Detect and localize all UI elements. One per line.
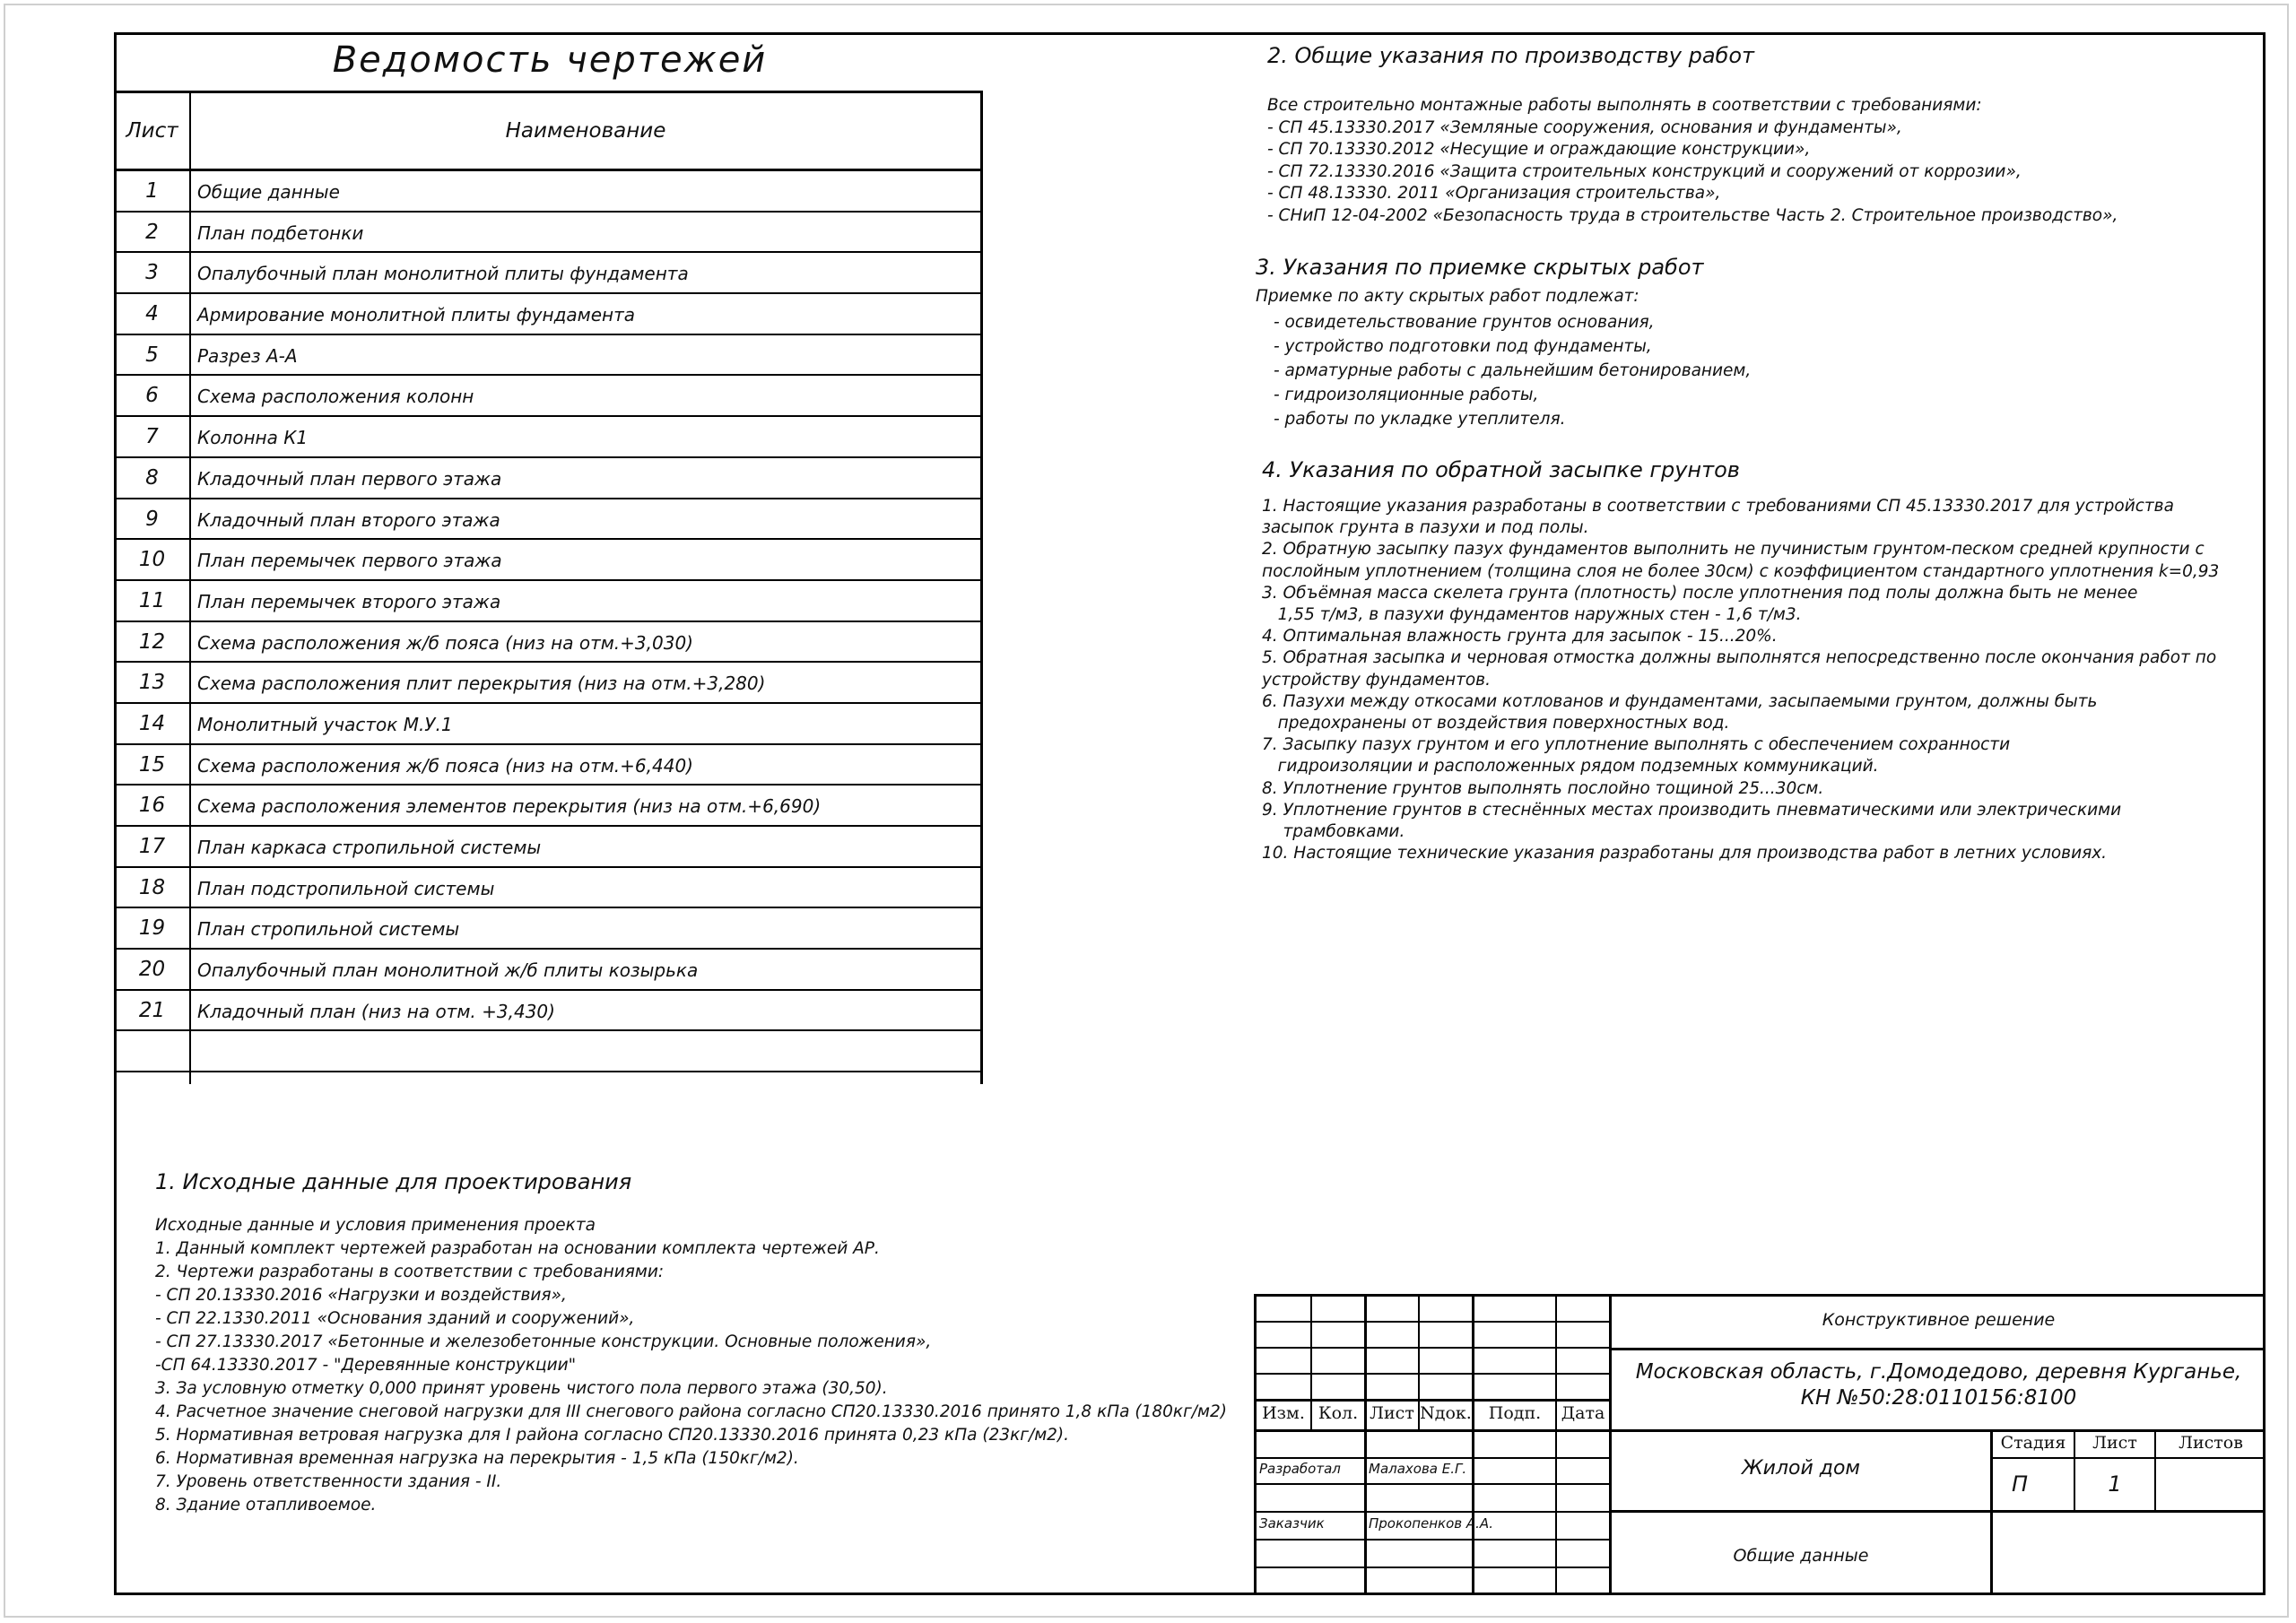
tb-line: [1990, 1429, 1993, 1595]
text-line: - СП 48.13330. 2011 «Организация строительства»,: [1267, 184, 1721, 203]
tb-razrabotal-label: Разработал: [1259, 1461, 1341, 1477]
register-row: [115, 499, 980, 541]
section3-intro: Приемке по акту скрытых работ подлежат:: [1256, 287, 1639, 306]
text-line: - СП 72.13330.2016 «Защита строительных конструкций и сооружений от коррозии»,: [1267, 161, 2022, 181]
register-row-name: Схема расположения колонн: [197, 386, 474, 408]
register-row: [115, 171, 980, 213]
text-line: - устройство подготовки под фундаменты,: [1274, 337, 1652, 356]
register-row-number: 20: [138, 958, 166, 982]
text-line: 4. Расчетное значение снеговой нагрузки для III снегового района согласно СП20.13330.2016 принято 1,8 кПа (180кг/м2): [155, 1402, 1227, 1421]
register-header: [115, 93, 980, 171]
register-row-name: Кладочный план первого этажа: [197, 467, 502, 490]
register-row-number: 6: [145, 384, 159, 408]
register-row: [115, 950, 980, 991]
section3-heading: 3. Указания по приемке скрытых работ: [1256, 255, 1704, 280]
register-row-name: План стропильной системы: [197, 918, 460, 941]
register-row-number: 13: [138, 671, 166, 695]
register-row: [115, 581, 980, 622]
section2-heading: 2. Общие указания по производству работ: [1267, 43, 1754, 68]
tb-stage-label: Стадия: [2000, 1433, 2066, 1453]
text-line: 8. Здание отапливоемое.: [155, 1496, 377, 1515]
text-line: засыпок грунта в пазухи и под полы.: [1262, 518, 1589, 538]
tb-top-line: [1254, 1294, 2266, 1297]
register-row-name: Кладочный план (низ на отм. +3,430): [197, 1000, 555, 1022]
text-line: 1,55 т/м3, в пазухи фундаментов наружных стен - 1,6 т/м3.: [1262, 605, 1802, 625]
text-line: гидроизоляции и расположенных рядом подземных коммуникаций.: [1262, 757, 1879, 777]
text-line: -СП 64.13330.2017 - "Деревянные конструкции": [155, 1356, 577, 1375]
register-row-number: 3: [145, 261, 159, 285]
tb-zakazchik-label: Заказчик: [1259, 1515, 1325, 1532]
register-row: [115, 540, 980, 581]
section1-heading: 1. Исходные данные для проектирования: [155, 1169, 632, 1194]
text-line: послойным уплотнением (толщина слоя не более 30см) с коэффициентом стандартного уплотнения k=0,93: [1262, 561, 2220, 581]
register-row-name: План каркаса стропильной системы: [197, 837, 542, 858]
register-row-number: 10: [138, 548, 166, 572]
register-row-name: Опалубочный план монолитной плиты фундамента: [197, 263, 689, 285]
text-line: - СП 22.1330.2011 «Основания зданий и сооружений»,: [155, 1309, 635, 1328]
register-row-number: 16: [138, 794, 166, 818]
register-row: [115, 1031, 980, 1072]
register-row: [115, 785, 980, 827]
register-row-name: Армирование монолитной плиты фундамента: [197, 304, 636, 326]
register-row-number: 18: [138, 875, 166, 899]
register-row-name: План перемычек первого этажа: [197, 550, 502, 572]
register-row: [115, 991, 980, 1032]
text-line: 2. Чертежи разработаны в соответствии с требованиями:: [155, 1263, 665, 1281]
tb-line: [1991, 1457, 2266, 1459]
register-row-name: План перемычек второго этажа: [197, 590, 501, 612]
register-row: [115, 213, 980, 254]
text-line: 3. Объёмная масса скелета грунта (плотность) после уплотнения под полы должна быть не менее: [1262, 583, 2138, 603]
register-header-sheet: Лист: [126, 119, 178, 143]
register-row: [115, 868, 980, 909]
section4-heading: 4. Указания по обратной засыпке грунтов: [1262, 457, 1740, 482]
register-row-number: 1: [145, 179, 159, 203]
tb-sheets-label: Листов: [2179, 1433, 2243, 1453]
tb-sheet-value: 1: [2108, 1471, 2122, 1497]
register-row-number: 19: [138, 916, 166, 941]
register-row-name: Монолитный участок М.У.1: [197, 713, 453, 735]
tb-line: [1610, 1510, 2266, 1513]
tb-sheet-label: Лист: [2092, 1433, 2137, 1453]
tb-header-list: Лист: [1370, 1403, 1414, 1423]
register-row: [115, 908, 980, 950]
text-line: 5. Нормативная ветровая нагрузка для I района согласно СП20.13330.2016 принята 0,23 кПа (23кг/м2).: [155, 1426, 1070, 1445]
text-line: предохранены от воздействия поверхностных вод.: [1262, 714, 1730, 733]
register-title: Ведомость чертежей: [332, 39, 768, 81]
register-row: [115, 376, 980, 417]
register-row-name: Схема расположения ж/б пояса (низ на отм.+3,030): [197, 631, 693, 654]
register-header-name: Наименование: [505, 119, 666, 143]
section4-text: [1262, 496, 2219, 864]
tb-header-data: Дата: [1561, 1403, 1605, 1423]
text-line: - СП 70.13330.2012 «Несущие и ограждающие конструкции»,: [1267, 140, 1811, 159]
register-row-number: 9: [145, 507, 159, 531]
register-row-name: Схема расположения плит перекрытия (низ на отм.+3,280): [197, 673, 766, 695]
text-line: 2. Обратную засыпку пазух фундаментов выполнить не пучинистым грунтом-песком средней крупности с: [1262, 540, 2205, 560]
register-row-name: Схема расположения ж/б пояса (низ на отм.+6,440): [197, 754, 693, 777]
register-row-number: 14: [138, 711, 166, 735]
tb-header-kol: Кол.: [1318, 1403, 1359, 1423]
register-row-number: 12: [138, 629, 166, 654]
tb-header-izm: Изм.: [1262, 1403, 1305, 1423]
tb-line: [1254, 1429, 2266, 1432]
tb-header-podp: Подп.: [1488, 1403, 1542, 1423]
register-table: [115, 91, 983, 1084]
tb-line: [1364, 1294, 1367, 1595]
register-row: [115, 745, 980, 786]
text-line: Исходные данные и условия применения проекта: [155, 1216, 596, 1235]
tb-zakazchik-name: Прокопенков А.А.: [1369, 1515, 1493, 1532]
register-row-number: 8: [145, 465, 159, 490]
text-line: 5. Обратная засыпка и черновая отмостка должны выполнятся непосредственно после окончания работ по: [1262, 648, 2217, 668]
tb-header-ndok: Nдок.: [1420, 1403, 1472, 1423]
text-line: - СП 27.13330.2017 «Бетонные и железобетонные конструкции. Основные положения»,: [155, 1332, 932, 1351]
text-line: трамбовками.: [1262, 822, 1405, 842]
text-line: - СНиП 12-04-2002 «Безопасность труда в строительстве Часть 2. Строительное производство»,: [1267, 205, 2118, 225]
text-line: Все строительно монтажные работы выполнять в соответствии с требованиями:: [1267, 96, 1982, 115]
tb-line: [1555, 1294, 1557, 1595]
text-line: - работы по укладке утеплителя.: [1274, 410, 1566, 429]
text-line: устройству фундаментов.: [1262, 670, 1491, 690]
tb-line: [1472, 1294, 1474, 1595]
tb-address-line1: Московская область, г.Домодедово, деревня Курганье,: [1635, 1360, 2242, 1384]
tb-stage-value: П: [2011, 1471, 2029, 1497]
register-row: [115, 704, 980, 745]
register-row-name: Опалубочный план монолитной ж/б плиты козырька: [197, 959, 699, 982]
title-block: [1254, 1294, 2266, 1595]
register-row: [115, 827, 980, 868]
register-row-name: Кладочный план второго этажа: [197, 508, 500, 531]
register-row: [115, 663, 980, 704]
text-line: - СП 45.13330.2017 «Земляные сооружения, основания и фундаменты»,: [1267, 117, 1902, 137]
register-row: [115, 458, 980, 499]
register-row-name: Колонна К1: [197, 427, 309, 449]
text-line: - арматурные работы с дальнейшим бетонированием,: [1274, 361, 1752, 380]
text-line: 4. Оптимальная влажность грунта для засыпок - 15...20%.: [1262, 627, 1778, 647]
register-row-name: Общие данные: [197, 181, 340, 203]
tb-sheet-title: Общие данные: [1733, 1546, 1869, 1566]
text-line: 7. Засыпку пазух грунтом и его уплотнение выполнять с обеспечением сохранности: [1262, 735, 2011, 755]
tb-project-type: Конструктивное решение: [1822, 1310, 2056, 1330]
register-row-number: 21: [138, 998, 166, 1022]
register-row-name: План подбетонки: [197, 221, 364, 244]
register-row-number: 17: [138, 835, 166, 858]
tb-object: Жилой дом: [1741, 1457, 1861, 1480]
register-row-name: План подстропильной системы: [197, 877, 495, 899]
text-line: 8. Уплотнение грунтов выполнять послойно тощиной 25...30см.: [1262, 778, 1824, 798]
register-row: [115, 417, 980, 458]
text-line: - гидроизоляционные работы,: [1274, 386, 1539, 404]
register-row-number: 7: [145, 425, 159, 449]
register-row: [115, 335, 980, 377]
register-row-number: 11: [138, 588, 166, 612]
register-rows: [115, 171, 980, 1072]
register-row: [115, 253, 980, 294]
tb-line: [1610, 1348, 2266, 1350]
section2-text: [1267, 95, 2118, 227]
section3-text: [1274, 310, 1751, 431]
text-line: 10. Настоящие технические указания разработаны для производства работ в летних условиях.: [1262, 844, 2108, 864]
text-line: 3. За условную отметку 0,000 принят уровень чистого пола первого этажа (30,50).: [155, 1379, 888, 1398]
register-row-name: Разрез А-А: [197, 344, 298, 367]
section1-text: [155, 1214, 1227, 1517]
text-line: 6. Нормативная временная нагрузка на перекрытия - 1,5 кПа (150кг/м2).: [155, 1449, 799, 1468]
register-row-number: 2: [145, 220, 159, 244]
text-line: 7. Уровень ответственности здания - II.: [155, 1472, 502, 1491]
register-row-number: 5: [145, 343, 159, 367]
text-line: 9. Уплотнение грунтов в стеснённых местах производить пневматическими или электрическими: [1262, 800, 2122, 820]
register-row: [115, 294, 980, 335]
register-row-number: 4: [145, 302, 159, 326]
tb-address-line2: КН №50:28:0110156:8100: [1800, 1386, 2077, 1410]
text-line: - СП 20.13330.2016 «Нагрузки и воздействия»,: [155, 1286, 567, 1305]
tb-left-line: [1254, 1294, 1257, 1595]
register-row-number: [115, 1031, 189, 1071]
text-line: 1. Данный комплект чертежей разработан на основании комплекта чертежей АР.: [155, 1239, 880, 1258]
tb-razrabotal-name: Малахова Е.Г.: [1369, 1461, 1467, 1477]
text-line: 6. Пазухи между откосами котлованов и фундаментами, засыпаемыми грунтом, должны быть: [1262, 691, 2098, 711]
register-row-number: 15: [138, 752, 166, 777]
text-line: - освидетельствование грунтов основания,: [1274, 313, 1655, 332]
register-row-name: Схема расположения элементов перекрытия (низ на отм.+6,690): [197, 795, 822, 818]
text-line: 1. Настоящие указания разработаны в соответствии с требованиями СП 45.13330.2017 для устройства: [1262, 497, 2174, 516]
register-row: [115, 622, 980, 664]
